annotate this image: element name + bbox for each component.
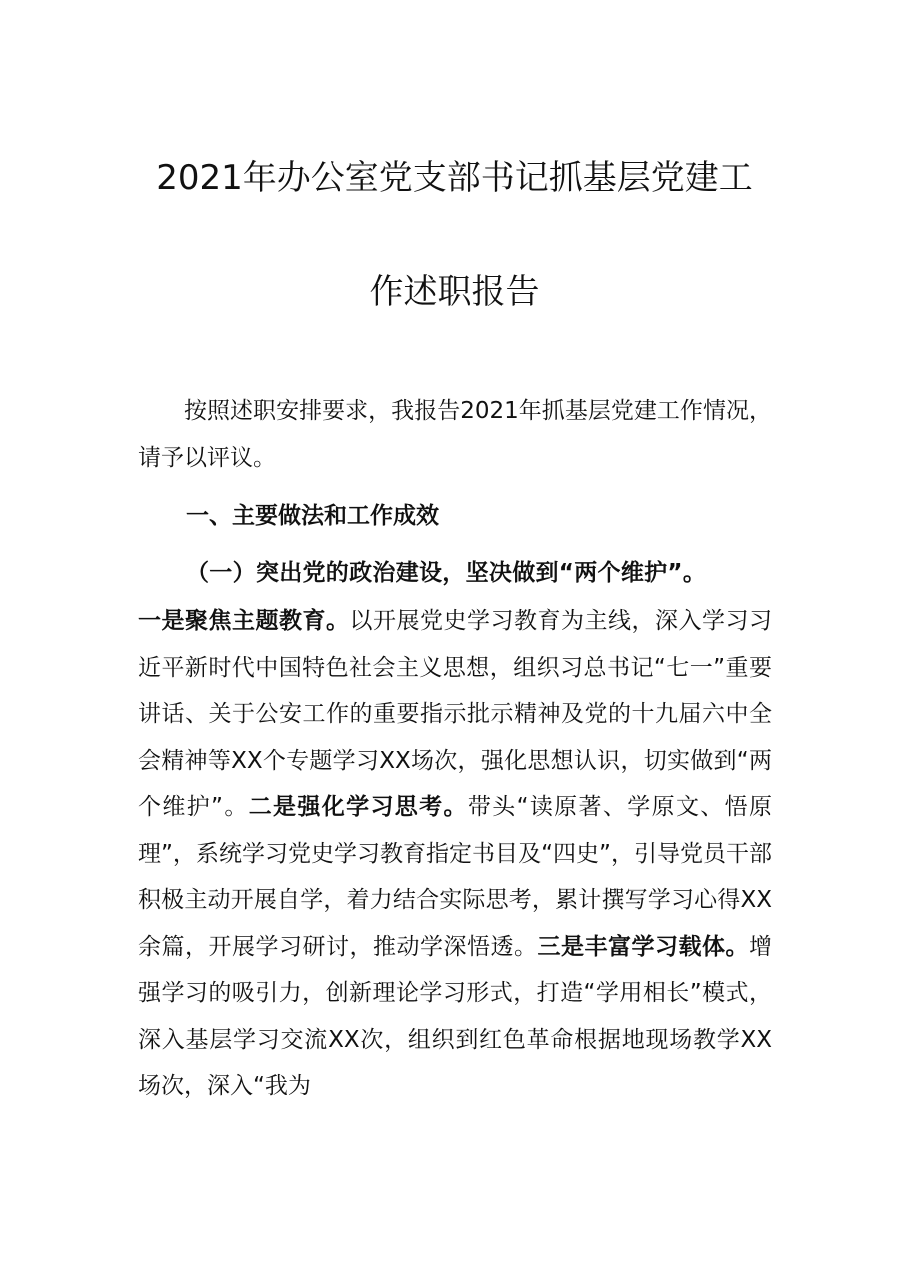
- document-title-line-1: 2021年办公室党支部书记抓基层党建工: [156, 158, 753, 198]
- document-title-line-2: 作述职报告: [369, 272, 540, 312]
- paragraph-lead-3: 三是丰富学习载体。: [537, 933, 749, 960]
- paragraph-text-2: 带头“读原著、学原文、悟原理”，系统学习党史学习教育指定书目及“四史”，引导党员干部积极主动开展自学，着力结合实际思考，累计撰写学习心得XX余篇，开展学习研讨，推动学深悟透。: [138, 794, 773, 960]
- paragraph-lead-2: 二是强化学习思考。: [248, 794, 468, 820]
- paragraph-text-1: 以开展党史学习教育为主线，深入学习习近平新时代中国特色社会主义思想，组织习总书记“七一”重要讲话、关于公安工作的重要指示批示精神及党的十九届六中全会精神等XX个专题学习XX场次，强化思想认识，切实做到“两个维护”。: [138, 608, 772, 820]
- section-heading: 一、主要做法和工作成效: [186, 503, 439, 529]
- paragraph-text-3: 增强学习的吸引力，创新理论学习形式，打造“学用相长”模式，深入基层学习交流XX次，组织到红色革命根据地现场教学XX场次，深入“我为: [138, 933, 772, 1099]
- paragraph-lead-1: 一是聚焦主题教育。: [138, 608, 350, 634]
- subsection-heading: （一）突出党的政治建设，坚决做到“两个维护”。: [186, 560, 707, 586]
- body-paragraph: [138, 598, 772, 1110]
- intro-paragraph: 按照述职安排要求，我报告2021年抓基层党建工作情况，请予以评议。: [138, 398, 772, 471]
